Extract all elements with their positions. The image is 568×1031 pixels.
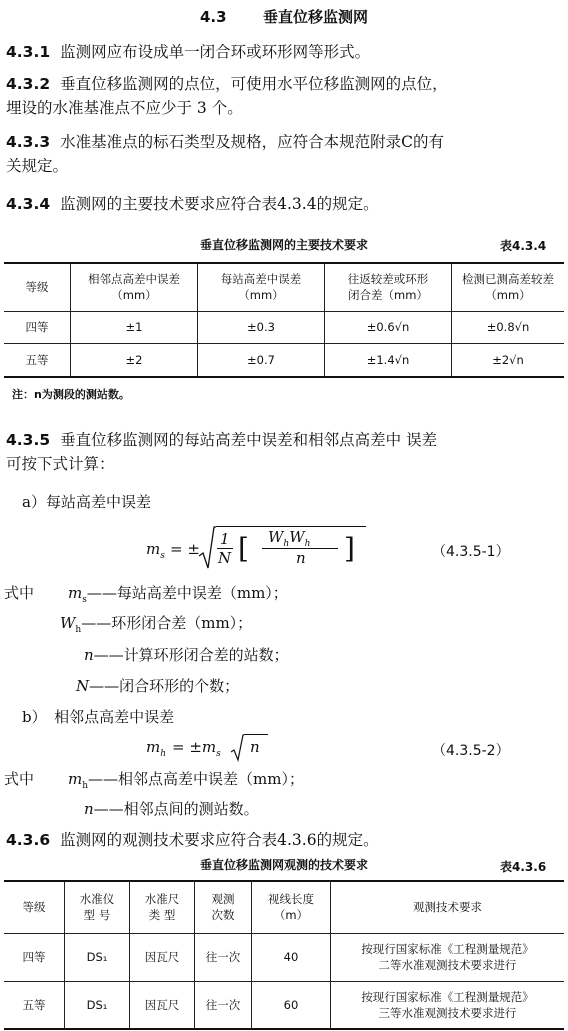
header-cell: 水准尺 类 型 xyxy=(130,881,195,933)
table1-label: 表4.3.4 xyxy=(500,239,547,253)
def-item: N——闭合环形的个数； xyxy=(76,677,240,695)
table-row xyxy=(4,311,564,343)
section-number: 4.3 xyxy=(199,8,227,26)
header-cell: 检测已测高差较差 （mm） xyxy=(452,263,565,311)
table2-caption: 垂直位移监测网观测的技术要求 xyxy=(199,858,368,872)
where-label: 式中 xyxy=(4,584,35,602)
radical-bar xyxy=(216,526,366,527)
header-cell: 相邻点高差中误差 （mm） xyxy=(71,263,198,311)
eq-number-2: （4.3.5-2） xyxy=(432,743,510,759)
table2 xyxy=(4,880,564,1030)
cell: 因瓦尺 xyxy=(130,933,195,981)
header-cell: 等级 xyxy=(4,881,65,933)
table-header-row xyxy=(4,881,564,933)
header-cell: 等级 xyxy=(4,263,71,311)
cell: 60 xyxy=(252,981,331,1029)
cell: ±1 xyxy=(71,311,198,343)
clause-number: 4.3.1 xyxy=(6,43,51,61)
header-cell: 水准仪 型 号 xyxy=(65,881,130,933)
clause-4-3-2 xyxy=(6,72,562,120)
header-cell: 每站高差中误差 （mm） xyxy=(198,263,325,311)
clause-text: 监测网的观测技术要求应符合表4.3.6的规定。 xyxy=(60,831,379,849)
table-row xyxy=(4,981,564,1029)
table-row xyxy=(4,933,564,981)
header-cell: 往返较差或环形 闭合差（mm） xyxy=(325,263,452,311)
table1-note: 注：n为测段的测站数。 xyxy=(12,388,130,401)
cell: ±0.3 xyxy=(198,311,325,343)
clause-4-3-5 xyxy=(6,428,562,476)
cell: 因瓦尺 xyxy=(130,981,195,1029)
clause-number: 4.3.3 xyxy=(6,133,51,151)
cell: ±1.4√n xyxy=(325,343,452,377)
clause-4-3-4 xyxy=(6,192,562,216)
where-label: 式中 xyxy=(4,770,35,788)
table-row xyxy=(4,343,564,377)
def-item: n——计算环形闭合差的站数； xyxy=(84,646,289,664)
radical-sign xyxy=(198,526,216,570)
clause-text-cont: 关规定。 xyxy=(6,157,69,175)
clause-number: 4.3.5 xyxy=(6,431,51,449)
cell: DS₁ xyxy=(65,933,130,981)
frac-num: 1 xyxy=(220,530,230,548)
cell: 按现行国家标准《工程测量规范》 三等水准观测技术要求进行 xyxy=(331,981,565,1029)
cell: ±0.8√n xyxy=(452,311,565,343)
clause-4-3-1 xyxy=(6,40,562,64)
cell: DS₁ xyxy=(65,981,130,1029)
cell: 五等 xyxy=(4,343,71,377)
formula-4-3-5-2: $m_h$ = $\pm m_s$ n xyxy=(146,734,346,764)
clause-4-3-3 xyxy=(6,130,562,178)
section-title-text: 垂直位移监测网 xyxy=(263,8,369,26)
radicand: n xyxy=(244,734,268,756)
clause-text-cont: 埋设的水准基准点不应少于 3 个。 xyxy=(6,99,243,117)
header-cell: 观测 次数 xyxy=(195,881,252,933)
inner-num: $W_hW_h$ xyxy=(268,528,311,549)
cell: 40 xyxy=(252,933,331,981)
def-item: n——相邻点间的测站数。 xyxy=(84,800,259,818)
subitem-a-label: a）每站高差中误差 xyxy=(22,493,151,511)
formula-4-3-5-1 xyxy=(146,524,386,574)
table2-label: 表4.3.6 xyxy=(500,860,547,874)
cell: ±2√n xyxy=(452,343,565,377)
table-header-row xyxy=(4,263,564,311)
clause-number: 4.3.2 xyxy=(6,75,51,93)
cell: ±0.7 xyxy=(198,343,325,377)
frac-den: N xyxy=(218,549,232,567)
eq-number-1: （4.3.5-1） xyxy=(432,544,510,560)
cell: 四等 xyxy=(4,933,65,981)
section-title xyxy=(0,6,568,27)
clause-text: 垂直位移监测网的每站高差中误差和相邻点高差中 误差 xyxy=(60,431,438,449)
table1-caption: 垂直位移监测网的主要技术要求 xyxy=(199,238,368,252)
radical-sign xyxy=(230,734,244,762)
header-cell: 视线长度 （m） xyxy=(252,881,331,933)
cell: 四等 xyxy=(4,311,71,343)
subitem-b-label: b） 相邻点高差中误差 xyxy=(22,708,175,726)
clause-text: 垂直位移监测网的点位，可使用水平位移监测网的点位， xyxy=(60,75,448,93)
def-item: $m_s——$每站高差中误差（mm）； xyxy=(68,584,288,605)
bracket-left: [ xyxy=(238,532,249,565)
clause-text: 水准基准点的标石类型及规格，应符合本规范附录C的有 xyxy=(60,133,445,151)
formula-lhs-sub: s xyxy=(160,551,165,561)
inner-den: n xyxy=(296,549,306,567)
cell: 五等 xyxy=(4,981,65,1029)
clause-4-3-6 xyxy=(6,828,562,852)
cell: 按现行国家标准《工程测量规范》 二等水准观测技术要求进行 xyxy=(331,933,565,981)
cell: ±0.6√n xyxy=(325,311,452,343)
table1 xyxy=(4,262,564,378)
cell: 往一次 xyxy=(195,933,252,981)
clause-text: 监测网应布设成单一闭合环或环形网等形式。 xyxy=(60,43,371,61)
clause-number: 4.3.4 xyxy=(6,195,51,213)
formula-eq: = ± xyxy=(170,540,200,558)
def-item: $m_h——$相邻点高差中误差（mm）； xyxy=(68,770,304,791)
bracket-right: ] xyxy=(344,532,355,565)
cell: ±2 xyxy=(71,343,198,377)
clause-number: 4.3.6 xyxy=(6,831,51,849)
def-item: $W_h——$环形闭合差（mm）； xyxy=(60,614,253,635)
cell: 往一次 xyxy=(195,981,252,1029)
formula-lhs: m xyxy=(146,540,161,558)
clause-text-cont: 可按下式计算： xyxy=(6,455,115,473)
header-cell: 观测技术要求 xyxy=(331,881,565,933)
clause-text: 监测网的主要技术要求应符合表4.3.4的规定。 xyxy=(60,195,379,213)
